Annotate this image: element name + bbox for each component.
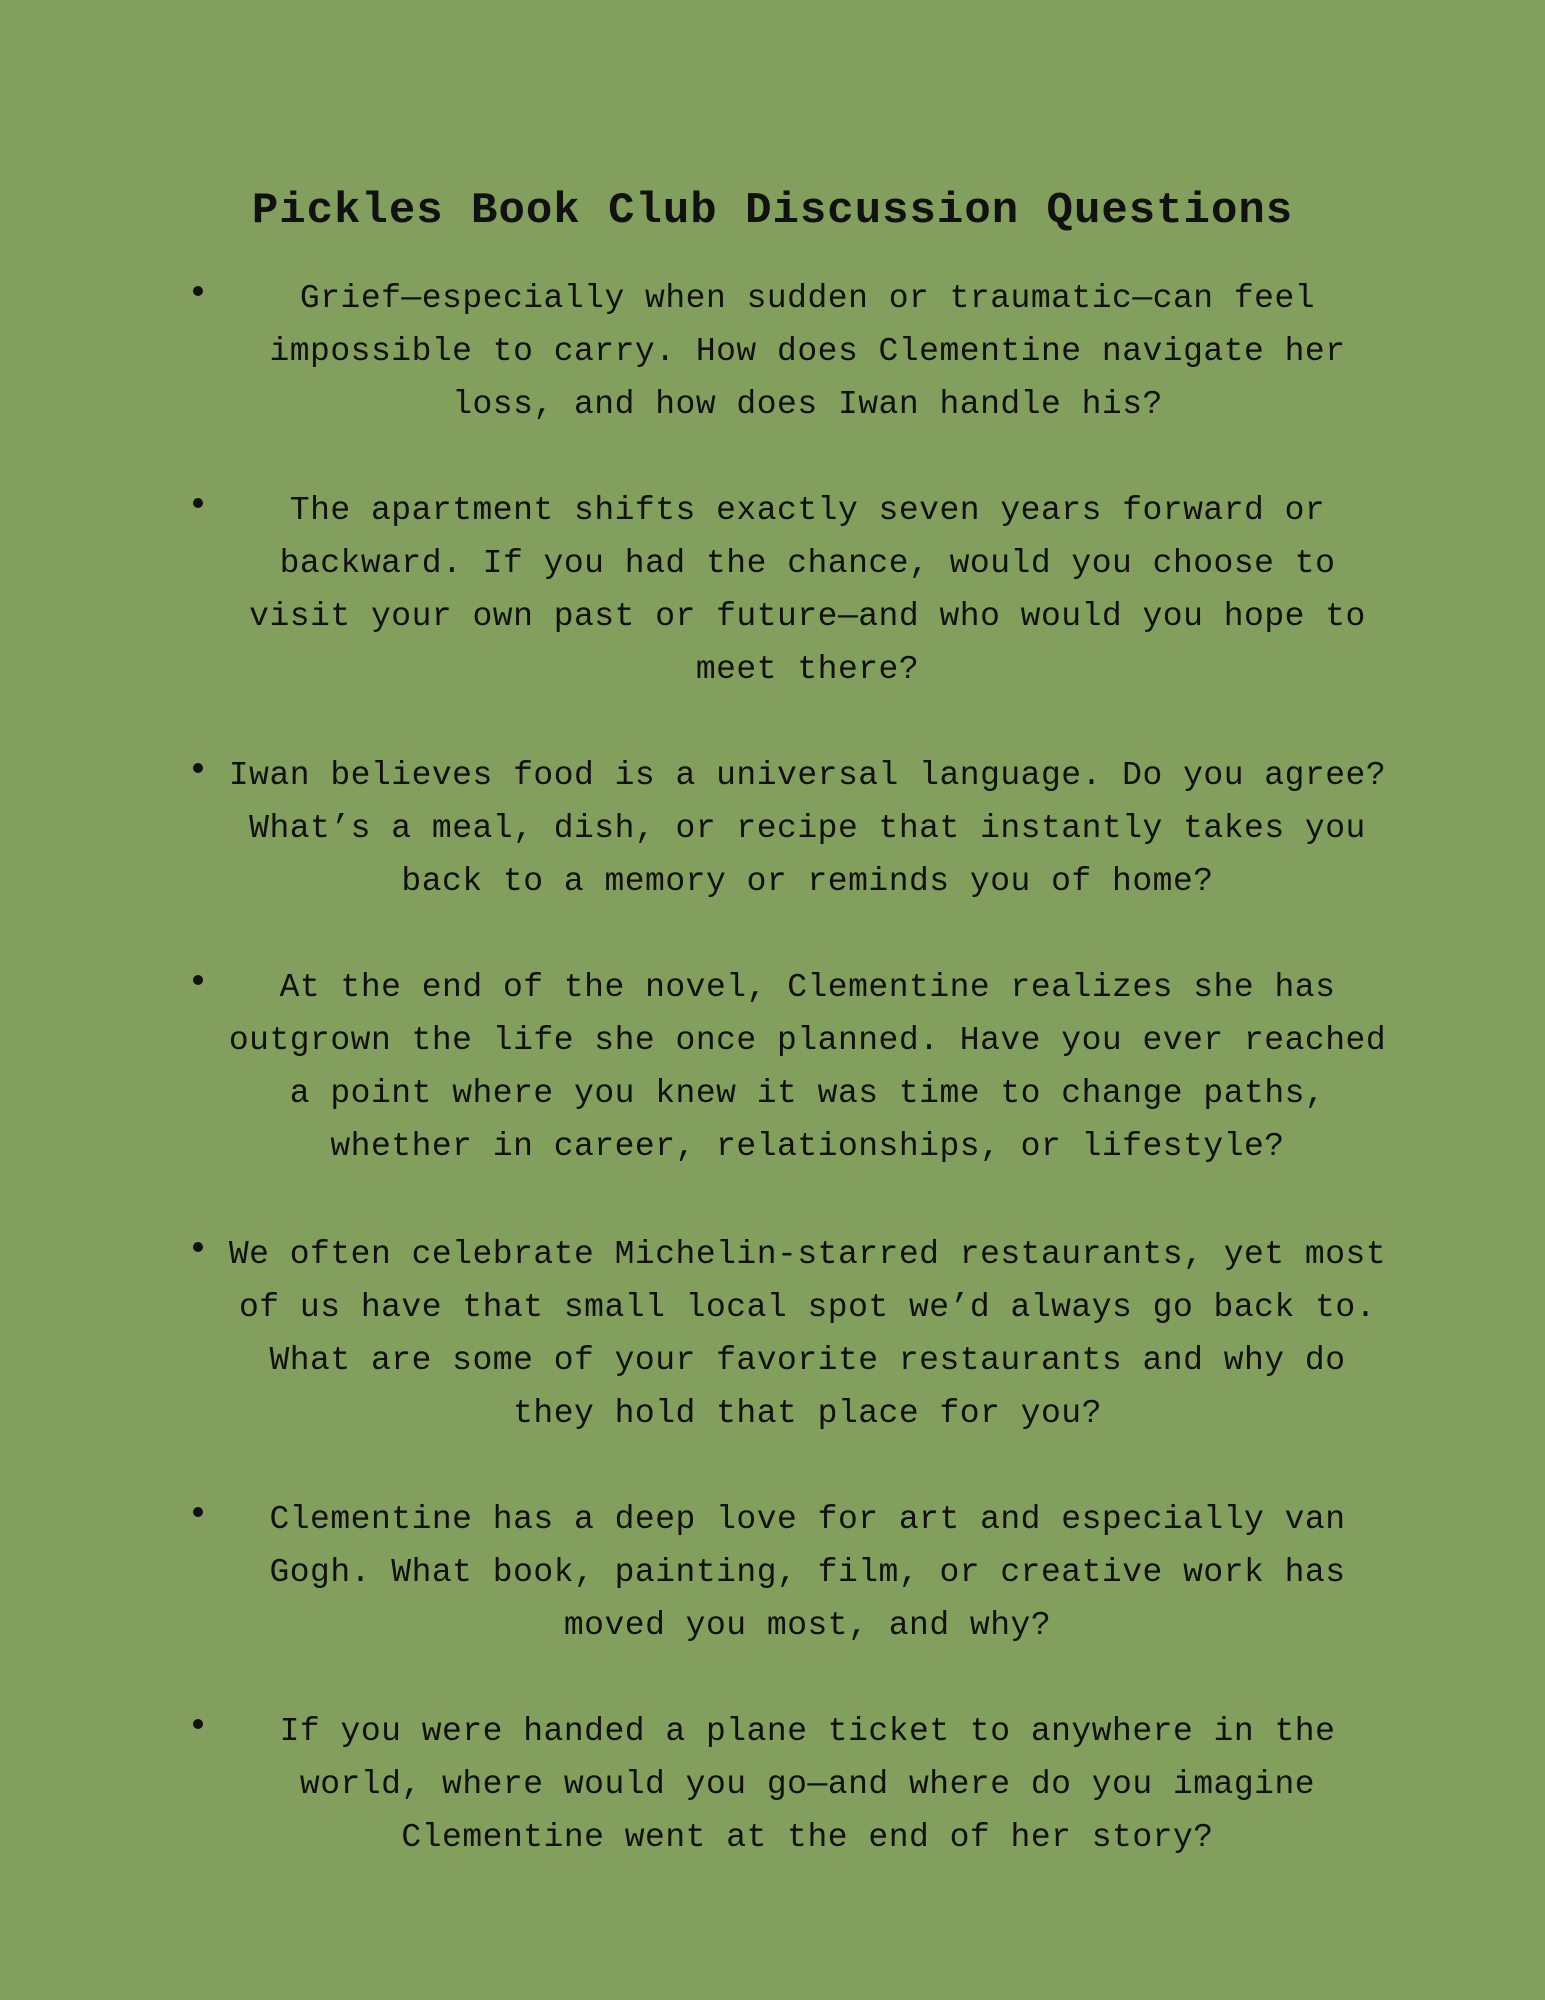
page-title: Pickles Book Club Discussion Questions: [251, 186, 1294, 237]
question-text: We often celebrate Michelin-starred restaurants, yet most of us have that small local spot we’d always go back to. What are some of your favorite restaurants and why do they hold that place for you?: [228, 1236, 1387, 1432]
bullet-icon: [193, 975, 203, 985]
bullet-icon: [193, 1507, 203, 1517]
question-text: The apartment shifts exactly seven years forward or backward. If you had the chance, would you choose to visit your own past or future—and who would you hope to meet there?: [249, 492, 1366, 688]
bullet-icon: [193, 763, 203, 773]
question-text: Grief—especially when sudden or traumatic—can feel impossible to carry. How does Clementine navigate her loss, and how does Iwan handle his?: [269, 280, 1346, 423]
question-text: Iwan believes food is a universal language. Do you agree? What’s a meal, dish, or recipe that instantly takes you back to a memory or reminds you of home?: [228, 757, 1387, 900]
bullet-icon: [193, 1719, 203, 1729]
question-text: At the end of the novel, Clementine realizes she has outgrown the life she once planned. Have you ever reached a point where you knew it was time to change paths, whether in career, relationships, or lifestyle?: [228, 969, 1387, 1165]
question-text: If you were handed a plane ticket to anywhere in the world, where would you go—and where do you imagine Clementine went at the end of her story?: [279, 1713, 1336, 1856]
question-text: Clementine has a deep love for art and especially van Gogh. What book, painting, film, or creative work has moved you most, and why?: [269, 1501, 1346, 1644]
bullet-icon: [193, 286, 203, 296]
bullet-icon: [193, 498, 203, 508]
bullet-icon: [193, 1242, 203, 1252]
